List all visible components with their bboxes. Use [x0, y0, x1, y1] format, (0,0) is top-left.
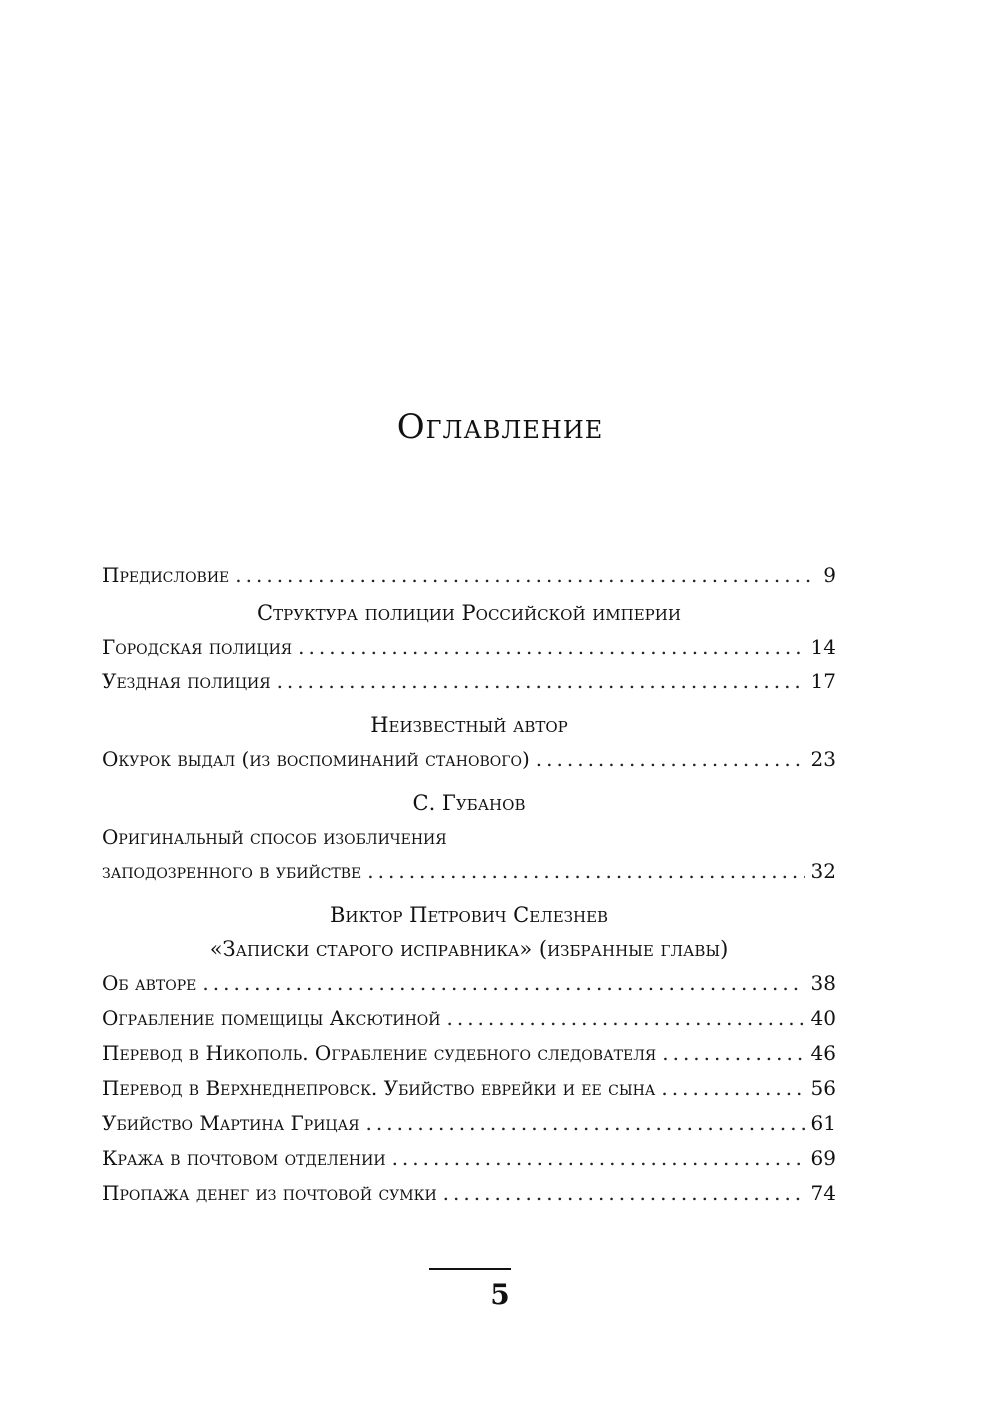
- toc-entry: [102, 1108, 836, 1138]
- toc-entry-label: Городская полиция: [102, 635, 293, 659]
- section-subheading: «Записки старого исправника» (избранные главы): [209, 937, 729, 961]
- toc-entry-page: 23: [810, 747, 836, 771]
- toc-entry-label: Убийство Мартина Грицая: [102, 1111, 360, 1135]
- page-number: 5: [490, 1278, 510, 1311]
- toc-entry-page: 17: [810, 669, 836, 693]
- dot-leader: [392, 1143, 805, 1173]
- toc-entry-page: 32: [810, 859, 836, 883]
- toc-entry-page: 56: [810, 1076, 836, 1100]
- toc-entry: [102, 666, 836, 696]
- section-heading: Виктор Петрович Селезнев: [329, 903, 609, 927]
- toc-entry-label: заподозренного в убийстве: [102, 859, 362, 883]
- toc-entry-label: Перевод в Никополь. Ограбление судебного следователя: [102, 1041, 657, 1065]
- toc-entry-label: Предисловие: [102, 563, 230, 587]
- dot-leader: [277, 666, 805, 696]
- toc-entry-preface: [102, 560, 836, 590]
- toc-entry-label-line: Оригинальный способ изобличения: [102, 825, 447, 849]
- toc-entry: [102, 1003, 836, 1033]
- page-title: Оглавление: [396, 407, 604, 447]
- section-heading: С. Губанов: [412, 791, 526, 815]
- toc-entry-label: Об авторе: [102, 971, 197, 995]
- table-of-contents: [102, 560, 836, 1208]
- toc-entry-label: Окурок выдал (из воспоминаний станового): [102, 747, 530, 771]
- dot-leader: [366, 1108, 805, 1138]
- toc-entry-label: Кража в почтовом отделении: [102, 1146, 386, 1170]
- dot-leader: [443, 1178, 805, 1208]
- section-heading: Неизвестный автор: [370, 713, 568, 737]
- dot-leader: [536, 744, 805, 774]
- toc-entry-label: Перевод в Верхнеднепровск. Убийство еврейки и ее сына: [102, 1076, 656, 1100]
- toc-entry-label: Пропажа денег из почтовой сумки: [102, 1181, 437, 1205]
- toc-entry: [102, 1038, 836, 1068]
- toc-entry-page: 14: [810, 635, 836, 659]
- dot-leader: [662, 1038, 804, 1068]
- dot-leader: [202, 968, 804, 998]
- dot-leader: [367, 856, 804, 886]
- toc-entry-page: 9: [823, 563, 836, 587]
- toc-entry: [102, 1073, 836, 1103]
- toc-entry: [102, 968, 836, 998]
- toc-entry-page: 38: [810, 971, 836, 995]
- dot-leader: [446, 1003, 804, 1033]
- dot-leader: [661, 1073, 804, 1103]
- toc-entry: [102, 632, 836, 662]
- toc-entry-page: 46: [810, 1041, 836, 1065]
- dot-leader: [298, 632, 804, 662]
- section-heading: Структура полиции Российской империи: [257, 601, 681, 625]
- folio-rule: [429, 1268, 511, 1270]
- toc-entry: [102, 856, 836, 886]
- toc-entry-label: Ограбление помещицы Аксютиной: [102, 1006, 441, 1030]
- toc-entry: [102, 744, 836, 774]
- toc-entry: [102, 1178, 836, 1208]
- dot-leader: [235, 560, 817, 590]
- toc-entry-page: 40: [810, 1006, 836, 1030]
- toc-entry-page: 69: [810, 1146, 836, 1170]
- toc-entry-label: Уездная полиция: [102, 669, 271, 693]
- toc-entry-page: 61: [810, 1111, 836, 1135]
- toc-entry: [102, 1143, 836, 1173]
- toc-entry-page: 74: [810, 1181, 836, 1205]
